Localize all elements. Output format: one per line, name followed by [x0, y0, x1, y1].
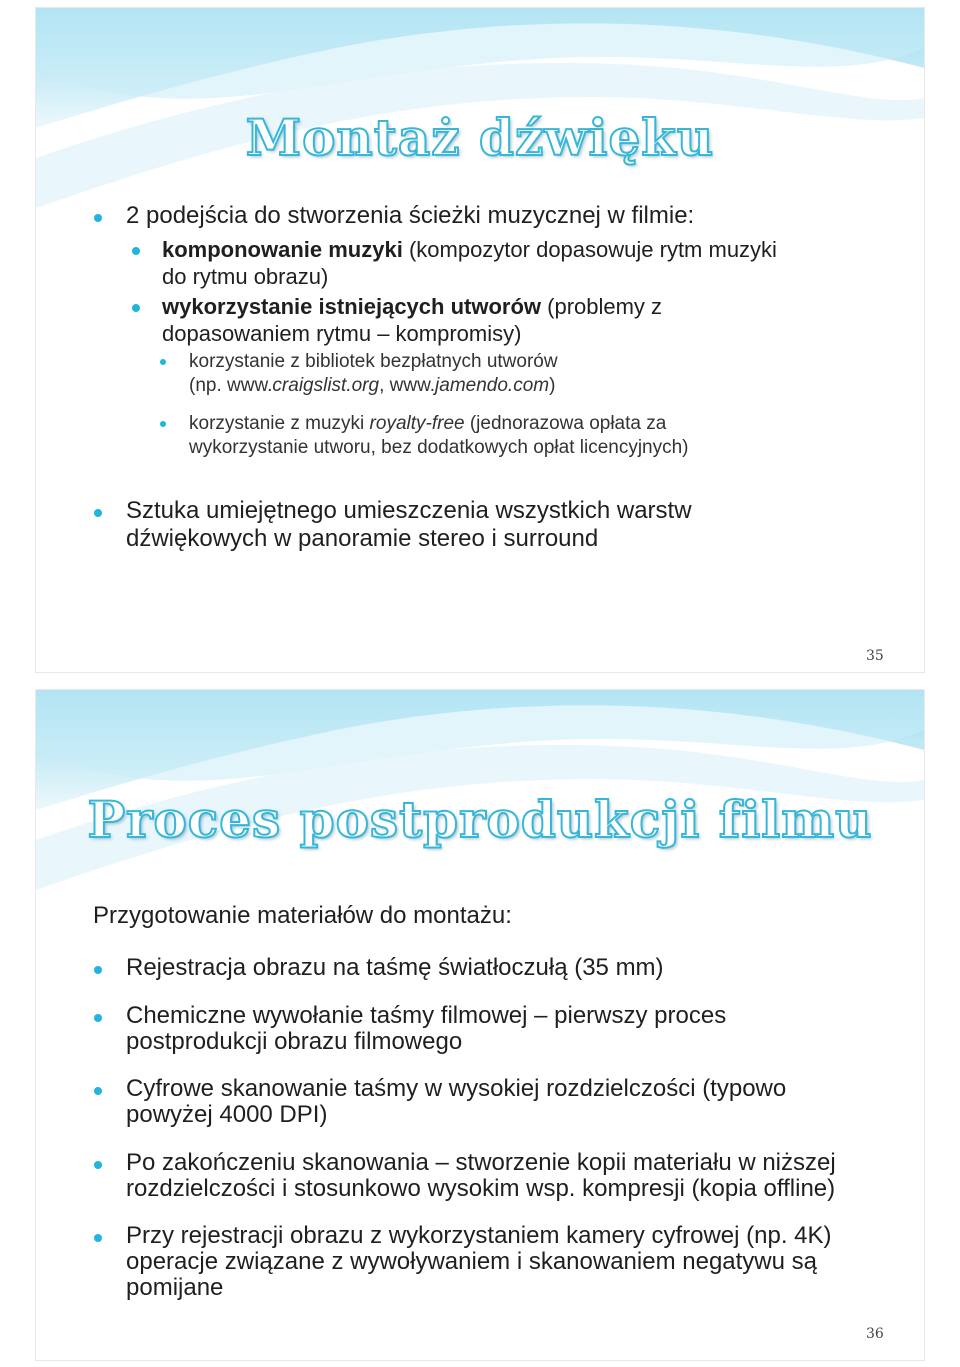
text-run: , www. — [379, 375, 436, 396]
sub-sub-bullet-text: wykorzystanie utworu, bez dodatkowych opłat licencyjnych) — [189, 437, 689, 458]
sub-bullet-text — [162, 293, 662, 320]
bullet-text: Rejestracja obrazu na taśmę światłoczułą (35 mm) — [126, 954, 664, 981]
bullet-text: Po zakończeniu skanowania – stworzenie kopii materiału w niższej — [126, 1149, 836, 1176]
page-number: 36 — [866, 1326, 884, 1342]
slide-36 — [36, 690, 924, 1360]
bullet-icon — [94, 509, 102, 517]
bold-term: wykorzystanie istniejących utworów — [162, 294, 542, 319]
text-run: (jednorazowa opłata za — [464, 413, 667, 434]
sub-sub-bullet-text: korzystanie z bibliotek bezpłatnych utworów — [189, 351, 558, 372]
italic-term: royalty-free — [369, 413, 465, 434]
bullet-icon — [132, 247, 140, 255]
sub-bullet-text: dopasowaniem rytmu – kompromisy) — [162, 321, 522, 346]
bullet-text: powyżej 4000 DPI) — [126, 1101, 328, 1128]
bullet-icon — [132, 304, 140, 312]
text-run: (problemy z — [541, 294, 663, 319]
link-text: craigslist — [272, 375, 347, 396]
bullet-text: postprodukcji obrazu filmowego — [126, 1028, 463, 1055]
link-text: jamendo — [435, 375, 508, 396]
sub-bullet-text: do rytmu obrazu) — [162, 264, 329, 289]
bullet-icon — [94, 1014, 102, 1022]
text-run: ) — [549, 375, 556, 396]
bullet-icon — [94, 966, 102, 974]
link-text: .com — [507, 375, 550, 396]
bullet-text: Chemiczne wywołanie taśmy filmowej – pierwszy proces — [126, 1002, 727, 1029]
bullet-text: operacje związane z wywoływaniem i skanowaniem negatywu są — [126, 1248, 817, 1275]
slide-title: Proces postprodukcji filmu — [87, 790, 873, 849]
text-run: (kompozytor dopasowuje rytm muzyki — [402, 237, 777, 262]
text-run: . — [346, 375, 352, 396]
bullet-text: pomijane — [126, 1274, 224, 1301]
bullet-text: rozdzielczości i stosunkowo wysokim wsp. kompresji (kopia offline) — [126, 1175, 836, 1202]
bullet-text: 2 podejścia do stworzenia ścieżki muzycznej w filmie: — [126, 202, 695, 229]
slide-35 — [36, 8, 924, 672]
text-run: (np. www. — [189, 375, 273, 396]
bullet-icon — [160, 421, 166, 427]
bullet-icon — [94, 214, 102, 222]
link-text: org — [351, 375, 380, 396]
bullet-text: Sztuka umiejętnego umieszczenia wszystkich warstw — [126, 497, 692, 524]
sub-bullet-text — [162, 236, 777, 263]
bullet-icon — [94, 1161, 102, 1169]
page-number: 35 — [866, 648, 884, 664]
bullet-icon — [94, 1087, 102, 1095]
sub-sub-bullet-text — [189, 374, 555, 398]
bullet-text: Przy rejestracji obrazu z wykorzystaniem kamery cyfrowej (np. 4K) — [126, 1222, 832, 1249]
bullet-icon — [160, 359, 166, 365]
text-run: korzystanie z muzyki — [189, 413, 370, 434]
bullet-text: dźwiękowych w panoramie stereo i surround — [126, 525, 599, 552]
sub-sub-bullet-text — [189, 412, 666, 436]
bullet-text: Cyfrowe skanowanie taśmy w wysokiej rozdzielczości (typowo — [126, 1075, 787, 1102]
bold-term: komponowanie muzyki — [162, 237, 403, 262]
slide-title: Montaż dźwięku — [245, 108, 715, 167]
bullet-icon — [94, 1234, 102, 1242]
section-heading: Przygotowanie materiałów do montażu: — [93, 902, 512, 929]
